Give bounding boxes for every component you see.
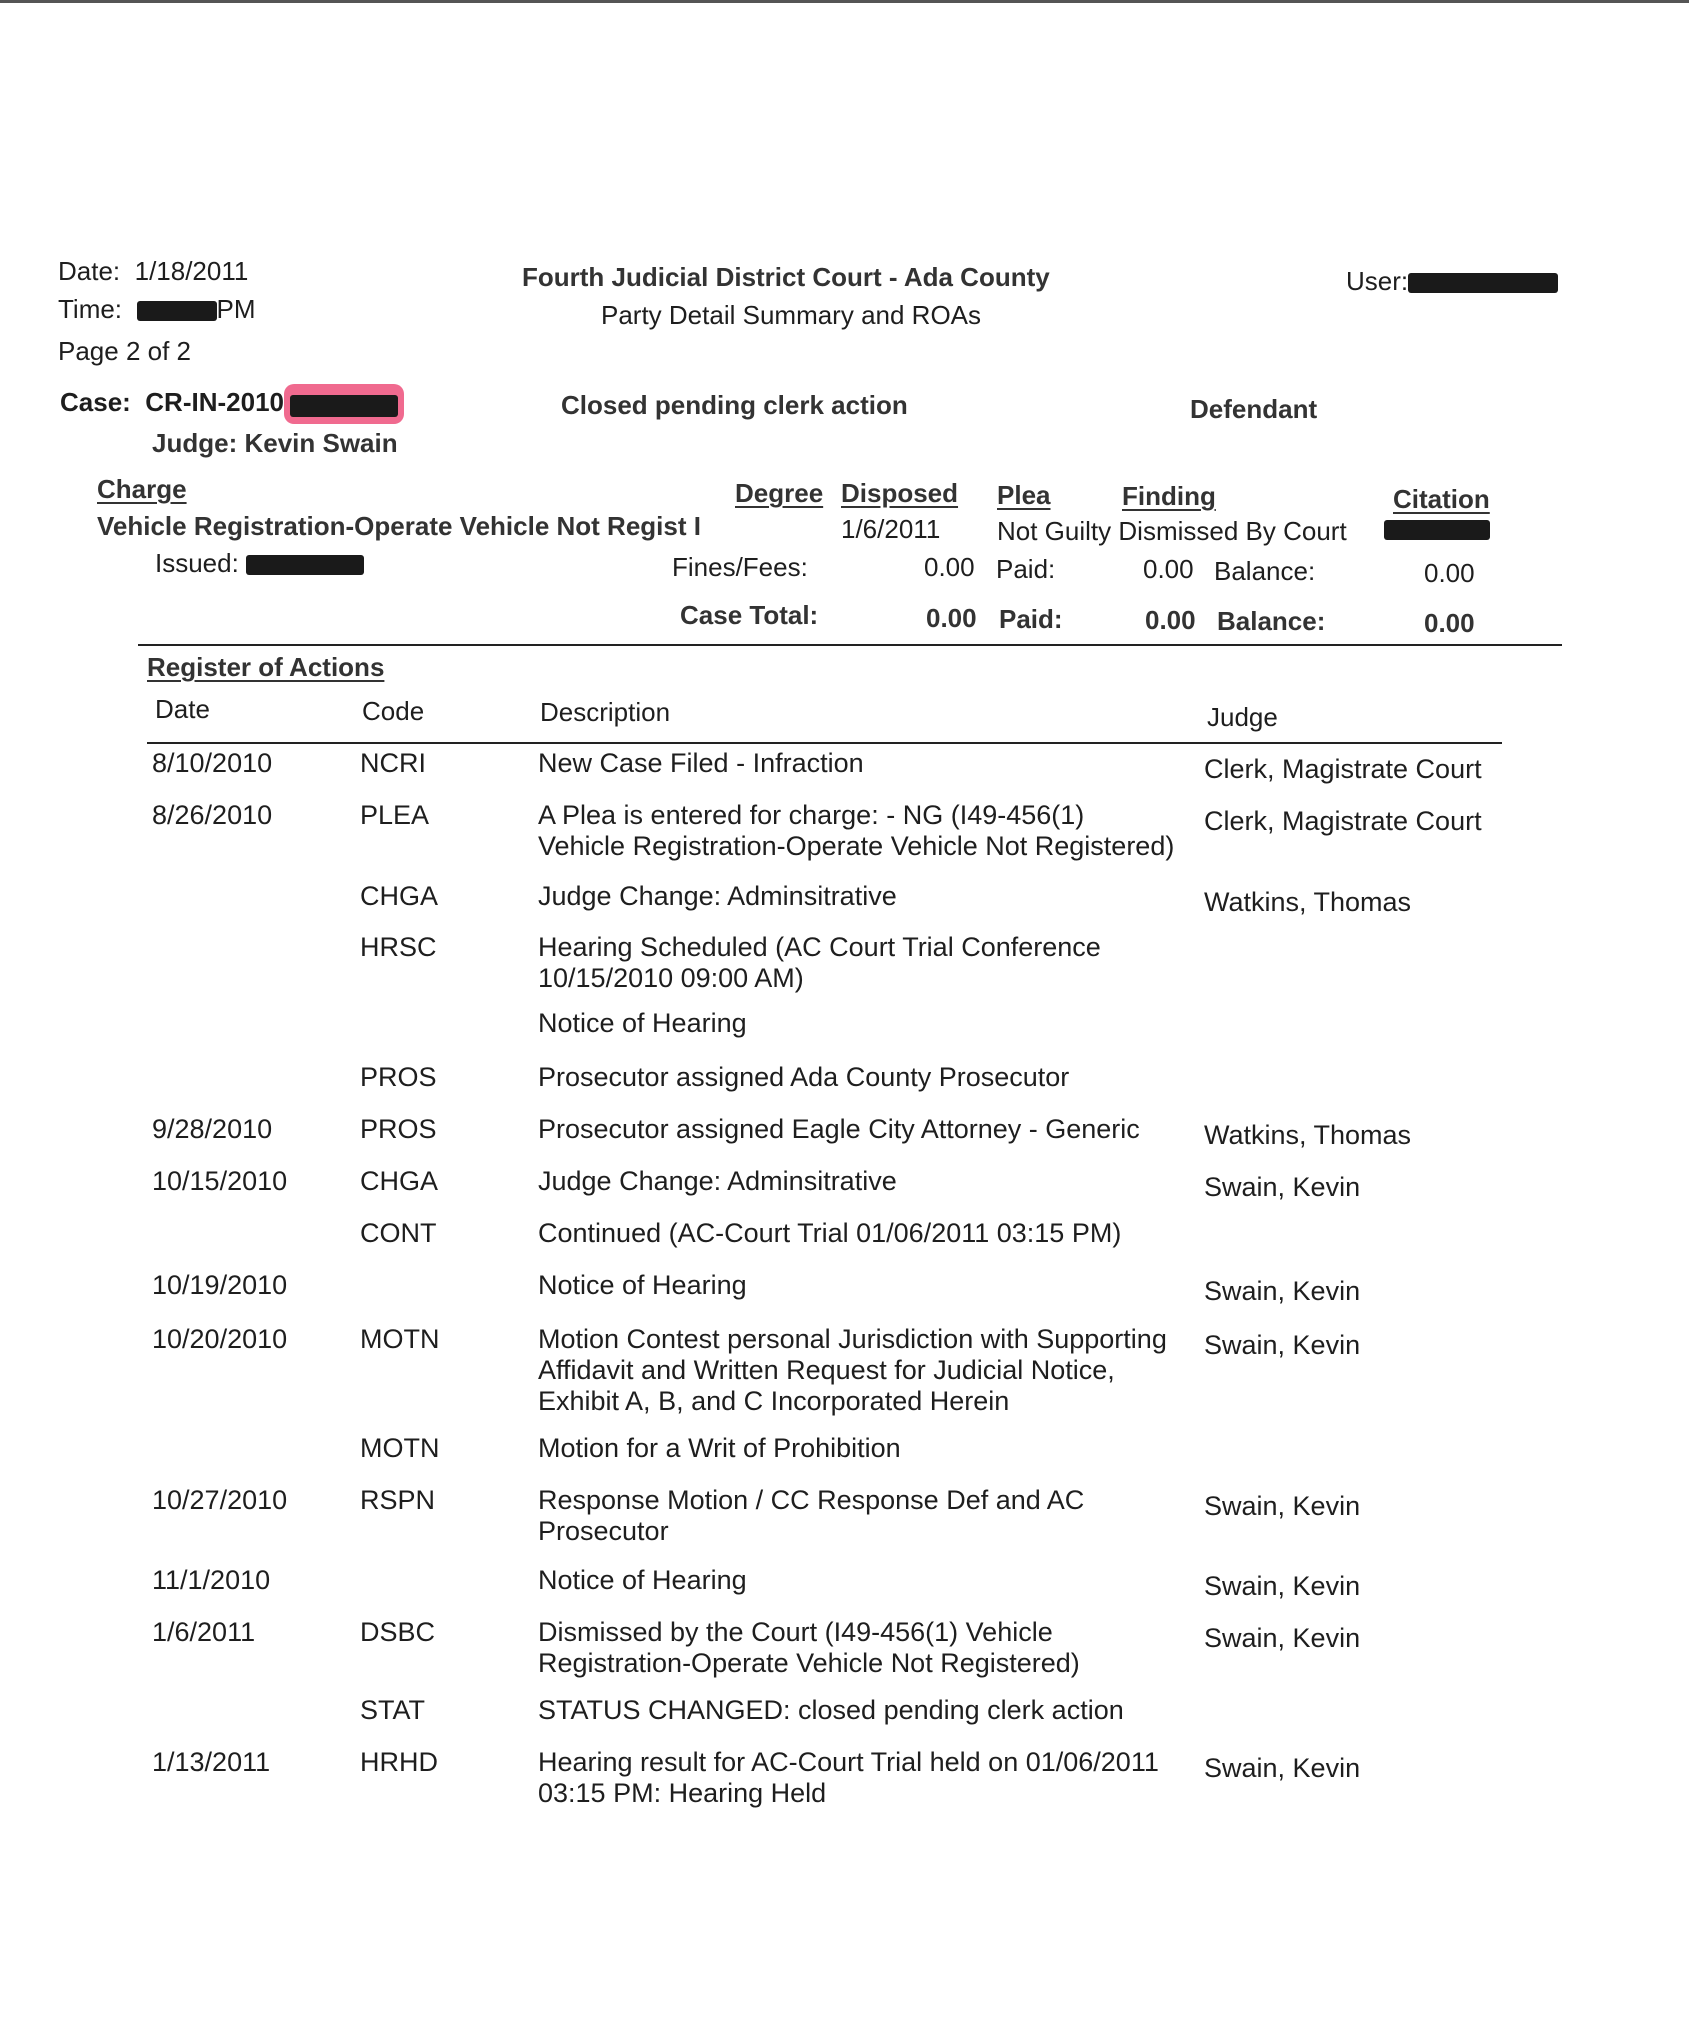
roa-description-line: Registration-Operate Vehicle Not Registered) [538, 1648, 1080, 1678]
section-divider [138, 644, 1562, 646]
report-time: Time: PM [58, 294, 256, 324]
case-judge: Judge: Kevin Swain [152, 428, 398, 458]
case-total-label: Case Total: [680, 600, 819, 630]
roa-header-divider [147, 742, 1502, 744]
case-total-paid-value: 0.00 [1145, 605, 1196, 635]
roa-judge: Clerk, Magistrate Court [1204, 806, 1482, 836]
scan-edge [0, 0, 1689, 3]
roa-description-line: 03:15 PM: Hearing Held [538, 1778, 827, 1808]
party-role: Defendant [1190, 394, 1318, 424]
roa-code: NCRI [360, 748, 426, 778]
roa-description [538, 932, 1101, 994]
roa-judge: Swain, Kevin [1204, 1571, 1361, 1601]
roa-header-code: Code [362, 696, 425, 726]
roa-description-line: Motion for a Writ of Prohibition [538, 1433, 901, 1463]
roa-date: 8/26/2010 [152, 800, 273, 830]
roa-description [538, 1747, 1159, 1809]
report-title: Party Detail Summary and ROAs [601, 300, 982, 330]
charge-disposed: 1/6/2011 [841, 514, 941, 544]
roa-description-line: Motion Contest personal Jurisdiction with Supporting [538, 1324, 1167, 1354]
roa-judge: Swain, Kevin [1204, 1623, 1361, 1653]
roa-header-judge: Judge [1207, 702, 1278, 732]
case-status: Closed pending clerk action [561, 390, 908, 420]
roa-judge: Swain, Kevin [1204, 1276, 1361, 1306]
charge-plea: Not Guilty Dismissed By Court [997, 516, 1347, 546]
charge-header: Charge [97, 474, 187, 504]
roa-code: CHGA [360, 1166, 439, 1196]
roa-description [538, 1008, 747, 1039]
roa-date: 1/13/2011 [152, 1747, 271, 1777]
roa-description [538, 1433, 901, 1464]
roa-code: MOTN [360, 1324, 440, 1354]
roa-date: 9/28/2010 [152, 1114, 273, 1144]
paid-label: Paid: [996, 554, 1056, 584]
roa-header-date: Date [155, 694, 210, 724]
roa-code: STAT [360, 1695, 425, 1725]
roa-title: Register of Actions [147, 652, 385, 682]
roa-date: 10/27/2010 [152, 1485, 288, 1515]
roa-judge: Swain, Kevin [1204, 1172, 1361, 1202]
roa-description [538, 1324, 1167, 1417]
roa-description-line: Notice of Hearing [538, 1565, 747, 1595]
roa-description-line: 10/15/2010 09:00 AM) [538, 963, 804, 993]
plea-header: Plea [997, 480, 1051, 510]
roa-judge: Swain, Kevin [1204, 1330, 1361, 1360]
charge-issued: Issued: [155, 548, 364, 579]
roa-code: MOTN [360, 1433, 440, 1463]
roa-judge: Swain, Kevin [1204, 1753, 1361, 1783]
roa-judge: Clerk, Magistrate Court [1204, 754, 1482, 784]
roa-code: DSBC [360, 1617, 436, 1647]
roa-description-line: Hearing Scheduled (AC Court Trial Conference [538, 932, 1101, 962]
roa-judge: Watkins, Thomas [1204, 1120, 1412, 1150]
roa-code: HRSC [360, 932, 437, 962]
paid-value: 0.00 [1143, 554, 1194, 584]
case-total-value: 0.00 [926, 603, 977, 633]
roa-date: 10/20/2010 [152, 1324, 288, 1354]
redacted-user [1408, 273, 1558, 293]
finding-header: Finding [1122, 481, 1216, 511]
roa-description-line: Prosecutor assigned Ada County Prosecutor [538, 1062, 1070, 1092]
roa-description [538, 800, 1174, 862]
case-number: Case: CR-IN-2010 [60, 384, 404, 424]
degree-header: Degree [735, 478, 824, 508]
roa-description [538, 1270, 747, 1301]
roa-description [538, 1565, 747, 1596]
roa-description-line: Exhibit A, B, and C Incorporated Herein [538, 1386, 1010, 1416]
roa-description [538, 1062, 1069, 1093]
disposed-header: Disposed [841, 478, 959, 508]
court-title: Fourth Judicial District Court - Ada County [522, 262, 1050, 292]
roa-description [538, 1485, 1084, 1547]
roa-judge: Watkins, Thomas [1204, 887, 1412, 917]
roa-description [538, 1218, 1121, 1249]
roa-description [538, 748, 864, 779]
roa-description-line: Notice of Hearing [538, 1270, 747, 1300]
roa-header-description: Description [540, 697, 671, 727]
roa-description-line: Continued (AC-Court Trial 01/06/2011 03:15 PM) [538, 1218, 1122, 1248]
roa-description-line: Dismissed by the Court (I49-456(1) Vehicle [538, 1617, 1053, 1647]
case-total-balance-value: 0.00 [1424, 608, 1475, 638]
roa-judge: Swain, Kevin [1204, 1491, 1361, 1521]
roa-description [538, 1166, 897, 1197]
roa-description [538, 1695, 1124, 1726]
redacted-citation [1384, 520, 1490, 540]
roa-code: CONT [360, 1218, 437, 1248]
roa-description-line: Judge Change: Adminsitrative [538, 881, 897, 911]
charge-description: Vehicle Registration-Operate Vehicle Not Regist I [97, 511, 701, 541]
roa-code: PROS [360, 1114, 437, 1144]
roa-code: HRHD [360, 1747, 438, 1777]
roa-code: PLEA [360, 800, 430, 830]
roa-date: 1/6/2011 [152, 1617, 256, 1647]
roa-code: CHGA [360, 881, 439, 911]
roa-description [538, 1114, 1140, 1145]
roa-description-line: Prosecutor assigned Eagle City Attorney - Generic [538, 1114, 1140, 1144]
case-total-balance-label: Balance: [1217, 606, 1326, 636]
citation-header: Citation [1393, 484, 1490, 514]
case-total-paid-label: Paid: [999, 604, 1063, 634]
redacted-issued-date [246, 555, 364, 575]
redacted-time [137, 301, 217, 321]
report-date: Date: 1/18/2011 [58, 256, 249, 286]
redacted-case-suffix [284, 384, 404, 424]
fines-value: 0.00 [924, 552, 975, 582]
roa-description-line: Notice of Hearing [538, 1008, 747, 1038]
roa-date: 10/15/2010 [152, 1166, 288, 1196]
roa-description-line: STATUS CHANGED: closed pending clerk action [538, 1695, 1124, 1725]
roa-code: PROS [360, 1062, 437, 1092]
user-field: User: [1346, 266, 1558, 297]
roa-description-line: Judge Change: Adminsitrative [538, 1166, 897, 1196]
roa-date: 11/1/2010 [152, 1565, 271, 1595]
roa-description-line: Affidavit and Written Request for Judicial Notice, [538, 1355, 1115, 1385]
roa-description [538, 881, 897, 912]
roa-date: 8/10/2010 [152, 748, 273, 778]
balance-label: Balance: [1214, 556, 1316, 586]
page-number: Page 2 of 2 [58, 336, 191, 366]
roa-description-line: Response Motion / CC Response Def and AC [538, 1485, 1085, 1515]
roa-code: RSPN [360, 1485, 436, 1515]
balance-value: 0.00 [1424, 558, 1475, 588]
roa-description-line: Prosecutor [538, 1516, 669, 1546]
roa-description-line: New Case Filed - Infraction [538, 748, 864, 778]
fines-label: Fines/Fees: [672, 552, 808, 582]
roa-description-line: A Plea is entered for charge: - NG (I49-456(1) [538, 800, 1085, 830]
roa-description-line: Hearing result for AC-Court Trial held on 01/06/2011 [538, 1747, 1159, 1777]
roa-description [538, 1617, 1080, 1679]
roa-date: 10/19/2010 [152, 1270, 288, 1300]
roa-description-line: Vehicle Registration-Operate Vehicle Not Registered) [538, 831, 1175, 861]
